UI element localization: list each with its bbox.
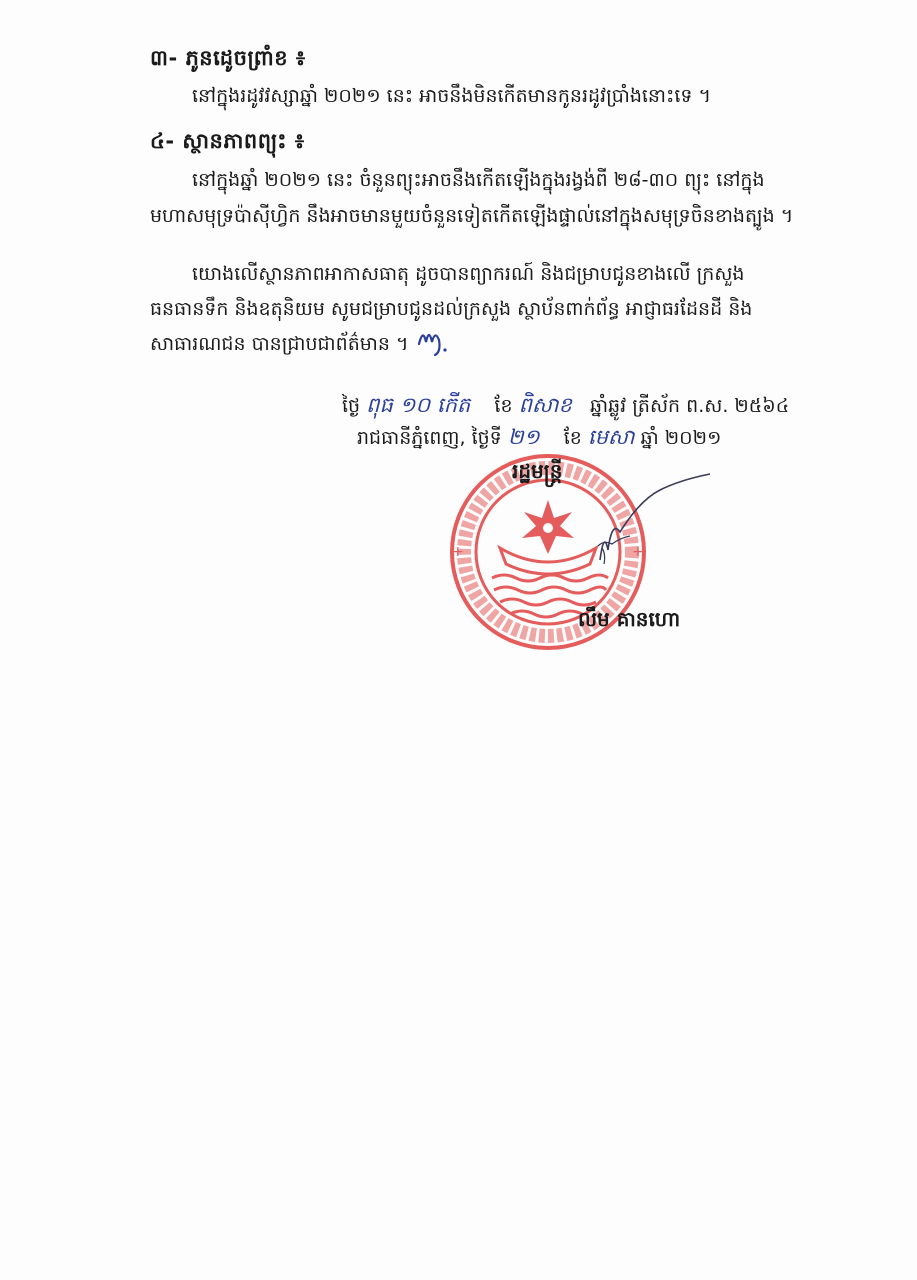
section-3-text: នៅក្នុងរដូវវស្សាឆ្នាំ ២០២១ នេះ អាចនឹងមិនកើតមានកូនរដូវប្រាំងនោះទេ ។ — [192, 85, 712, 107]
lunar-date-handwritten: ពុធ ១០ កើត — [366, 393, 471, 417]
year-text: ឆ្នាំ ២០២១ — [640, 427, 722, 449]
closing-text-line-1: យោងលើស្ថានភាពអាកាសធាតុ ដូចបានព្យាករណ៍ និងជម្រាបជូនខាងលើ ក្រសួង — [192, 263, 745, 285]
svg-text:+: + — [452, 544, 464, 560]
handwritten-signature-icon — [560, 460, 720, 570]
lunar-year-text: ឆ្នាំឆ្លូវ ត្រីស័ក ព.ស. ២៥៦៤ — [590, 395, 790, 417]
closing-text-line-2: ធនធានទឹក និងឧតុនិយម សូមជម្រាបជូនដល់ក្រសួង ស្ថាប័នពាក់ព័ន្ធ អាជ្ញាធរដែនដី និង — [150, 298, 753, 320]
place-date-prefix: រាជធានីភ្នំពេញ, ថ្ងៃទី — [357, 427, 502, 449]
lunar-date-prefix: ថ្ងៃ — [342, 395, 361, 417]
svg-text:+: + — [632, 544, 644, 560]
lunar-date-line — [342, 392, 789, 423]
section-4-text-line-1: នៅក្នុងឆ្នាំ ២០២១ នេះ ចំនួនព្យុះអាចនឹងកើតឡើងក្នុងរង្វង់ពី ២៨-៣០ ព្យុះ នៅក្នុង — [192, 169, 765, 191]
section-3-heading: ៣- ភូនដេូចព្រាំខ ៖ — [150, 46, 306, 70]
section-4-heading: ៤- ស្ថានភាពព្យុះ ៖ — [150, 129, 305, 153]
closing-text-line-3: សាធារណជន បានជ្រាបជាព័ត៌មាន ។ — [150, 333, 409, 355]
month-handwritten: មេសា — [587, 425, 635, 449]
initial-mark-icon — [415, 322, 455, 358]
solar-date-line — [357, 424, 721, 455]
lunar-month-handwritten: ពិសាខ — [518, 393, 572, 417]
day-handwritten: ២១ — [507, 425, 540, 449]
minister-title: រដ្ឋមន្ត្រី — [512, 459, 563, 483]
minister-name: លឹម គានហោ — [578, 607, 681, 631]
month-prefix: ខែ — [563, 427, 582, 449]
section-4-text-line-2: មហាសមុទ្រប៉ាស៊ីហ្វិក នឹងអាចមានមួយចំនួនទៀតកើតឡើងផ្ទាល់នៅក្នុងសមុទ្រចិនខាងត្បូង ។ — [150, 205, 794, 227]
lunar-month-prefix: ខែ — [494, 395, 513, 417]
